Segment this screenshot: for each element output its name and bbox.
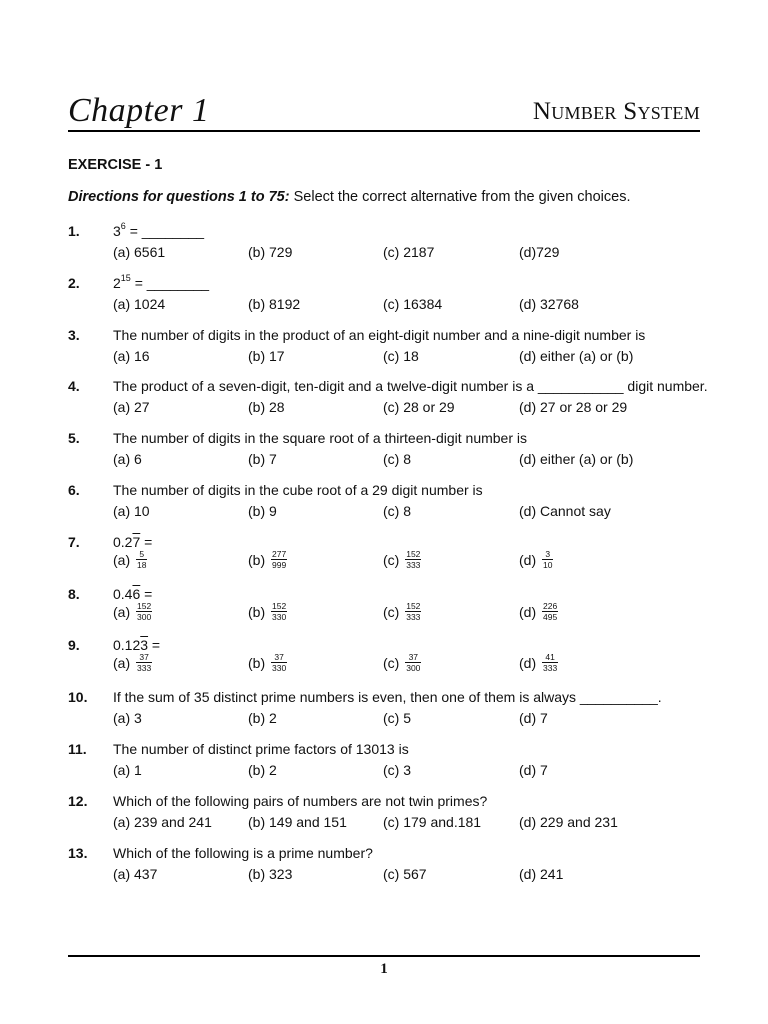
option-b: (b) 323: [248, 865, 293, 882]
fraction: $\frac{226}{495}$: [543, 600, 558, 622]
option-d: (d) either (a) or (b): [519, 347, 634, 364]
option-b: (b) 2: [248, 710, 277, 727]
question-tail: =: [140, 533, 153, 550]
option-d: (d) either (a) or (b): [519, 451, 634, 468]
option-b: (b) $\frac{277}{999}$: [248, 548, 287, 570]
fraction: $\frac{152}{333}$: [406, 600, 421, 622]
question-number: 8.: [68, 585, 80, 602]
option-b: (b) 28: [248, 399, 285, 416]
question-text: [113, 534, 152, 550]
question-item: [68, 479, 706, 531]
question-text: The product of a seven-digit, ten-digit and a twelve-digit number is a ___________ digit number.: [113, 378, 708, 395]
question-item: [68, 531, 706, 583]
question-text: The number of digits in the product of an eight-digit number and a nine-digit number is: [113, 326, 646, 343]
question-number: 10.: [68, 689, 88, 706]
option-a: (a) 16: [113, 347, 150, 364]
answer-options: [113, 451, 713, 473]
answer-options: [113, 600, 713, 625]
question-item: [68, 842, 706, 894]
option-d: (d) $\frac{226}{495}$: [519, 600, 558, 622]
option-a: (a) $\frac{152}{300}$: [113, 600, 152, 622]
option-a: (a) 6: [113, 451, 142, 468]
power-exponent: 6: [120, 221, 126, 231]
answer-options: [113, 814, 713, 836]
chapter-header: [68, 92, 700, 132]
option-d: (d) 27 or 28 or 29: [519, 399, 628, 416]
directions: [68, 189, 631, 205]
answer-options: [113, 866, 713, 888]
question-text: The number of distinct prime factors of 13013 is: [113, 740, 409, 757]
power-exponent: 15: [120, 272, 131, 283]
option-a: (a) 10: [113, 502, 150, 519]
question-number: 4.: [68, 378, 80, 395]
answer-options: [113, 503, 713, 525]
option-c: (c) 18: [383, 347, 419, 364]
power-base: 3: [113, 223, 121, 239]
answer-options: [113, 710, 713, 732]
option-b: (b) 2: [248, 761, 277, 778]
fraction: $\frac{37}{300}$: [406, 652, 421, 674]
option-c: (c) $\frac{37}{300}$: [383, 652, 421, 674]
option-a: (a) 3: [113, 710, 142, 727]
question-tail: = ________: [130, 274, 210, 291]
option-d: (d) 7: [519, 761, 548, 778]
question-number: 11.: [68, 740, 87, 757]
question-text: Which of the following is a prime number?: [113, 844, 373, 861]
option-c: (c) 5: [383, 710, 411, 727]
answer-options: [113, 654, 713, 676]
question-item: [68, 324, 706, 376]
question-item: [68, 220, 706, 272]
question-text: If the sum of 35 distinct prime numbers is even, then one of them is always __________.: [113, 689, 662, 706]
option-d: (d) Cannot say: [519, 502, 611, 519]
question-tail: = ________: [125, 223, 205, 239]
option-d: (d) 7: [519, 710, 548, 727]
option-c: (c) 3: [383, 761, 411, 778]
question-text: [113, 223, 204, 239]
question-item: [68, 375, 706, 427]
question-number: 13.: [68, 844, 88, 861]
option-a: (a) 239 and 241: [113, 813, 212, 830]
chapter-title: Chapter 1: [68, 92, 210, 129]
exercise-heading: EXERCISE - 1: [68, 157, 163, 173]
power-base: 2: [113, 274, 121, 291]
repeating-digits: 6: [132, 585, 141, 602]
fraction: $\frac{41}{333}$: [543, 652, 558, 674]
decimal-prefix: 0.4: [113, 585, 133, 602]
question-number: 1.: [68, 223, 80, 239]
fraction: $\frac{37}{330}$: [272, 652, 287, 674]
option-c: (c) $\frac{152}{333}$: [383, 600, 421, 622]
question-tail: =: [140, 585, 153, 602]
option-c: (c) 179 and.181: [383, 813, 482, 830]
question-list: [68, 220, 706, 893]
option-c: (c) 16384: [383, 295, 443, 312]
decimal-prefix: 0.2: [113, 533, 133, 550]
option-c: (c) 567: [383, 865, 427, 882]
subject-title: Number System: [532, 98, 700, 125]
option-d: (d) 241: [519, 865, 564, 882]
question-number: 12.: [68, 792, 88, 809]
option-c: (c) 2187: [383, 244, 435, 260]
question-number: 5.: [68, 430, 80, 447]
question-text: [113, 586, 152, 602]
question-text: Which of the following pairs of numbers are not twin primes?: [113, 792, 488, 809]
answer-options: [113, 762, 713, 784]
option-d: (d) $\frac{41}{333}$: [519, 652, 558, 674]
option-c: (c) 8: [383, 502, 411, 519]
option-b: (b) $\frac{37}{330}$: [248, 652, 287, 674]
question-number: 9.: [68, 637, 80, 654]
directions-text: Select the correct alternative from the given choices.: [289, 189, 631, 205]
option-d: (d) 229 and 231: [519, 813, 618, 830]
answer-options: [113, 296, 713, 318]
option-b: (b) $\frac{152}{330}$: [248, 600, 287, 622]
footer-divider: [68, 955, 700, 957]
fraction: $\frac{5}{18}$: [137, 548, 147, 570]
question-number: 2.: [68, 274, 80, 291]
question-text: [113, 272, 210, 291]
answer-options: [113, 399, 713, 421]
question-item: [68, 583, 706, 635]
fraction: $\frac{152}{333}$: [406, 548, 421, 570]
option-b: (b) 9: [248, 502, 277, 519]
fraction: $\frac{277}{999}$: [272, 548, 287, 570]
option-b: (b) 729: [248, 244, 293, 260]
answer-options: [113, 548, 713, 573]
question-item: [68, 427, 706, 479]
option-a: (a) $\frac{37}{333}$: [113, 652, 152, 674]
question-item: [68, 738, 706, 790]
directions-lead: Directions for questions 1 to 75:: [68, 189, 290, 205]
option-b: (b) 149 and 151: [248, 813, 347, 830]
option-b: (b) 8192: [248, 295, 301, 312]
fraction: $\frac{152}{330}$: [272, 600, 287, 622]
question-number: 7.: [68, 533, 80, 550]
option-b: (b) 17: [248, 347, 285, 364]
fraction: $\frac{3}{10}$: [543, 548, 553, 570]
option-c: (c) $\frac{152}{333}$: [383, 548, 421, 570]
decimal-prefix: 0.12: [113, 637, 141, 654]
option-b: (b) 7: [248, 451, 277, 468]
question-item: [68, 634, 706, 686]
fraction: $\frac{152}{300}$: [137, 600, 152, 622]
fraction: $\frac{37}{333}$: [137, 652, 152, 674]
question-text: The number of digits in the cube root of a 29 digit number is: [113, 481, 483, 498]
option-a: (a) 6561: [113, 244, 166, 260]
option-a: (a) 437: [113, 865, 158, 882]
repeating-digits: 3: [140, 637, 149, 654]
option-d: (d)729: [519, 244, 560, 260]
option-c: (c) 8: [383, 451, 411, 468]
option-c: (c) 28 or 29: [383, 399, 455, 416]
option-d: (d) 32768: [519, 295, 579, 312]
question-item: [68, 272, 706, 324]
option-a: (a) 27: [113, 399, 150, 416]
option-d: (d) $\frac{3}{10}$: [519, 548, 553, 570]
question-item: [68, 686, 706, 738]
question-text: The number of digits in the square root of a thirteen-digit number is: [113, 430, 527, 447]
question-number: 3.: [68, 326, 80, 343]
repeating-digits: 7: [132, 533, 141, 550]
question-text: [113, 637, 160, 653]
answer-options: [113, 348, 713, 370]
page-number: 1: [380, 961, 388, 977]
header-divider: [68, 130, 700, 132]
question-tail: =: [148, 637, 161, 654]
option-a: (a) 1024: [113, 295, 166, 312]
question-number: 6.: [68, 481, 80, 498]
answer-options: [113, 244, 713, 266]
option-a: (a) 1: [113, 761, 142, 778]
option-a: (a) $\frac{5}{18}$: [113, 548, 147, 570]
question-item: [68, 790, 706, 842]
